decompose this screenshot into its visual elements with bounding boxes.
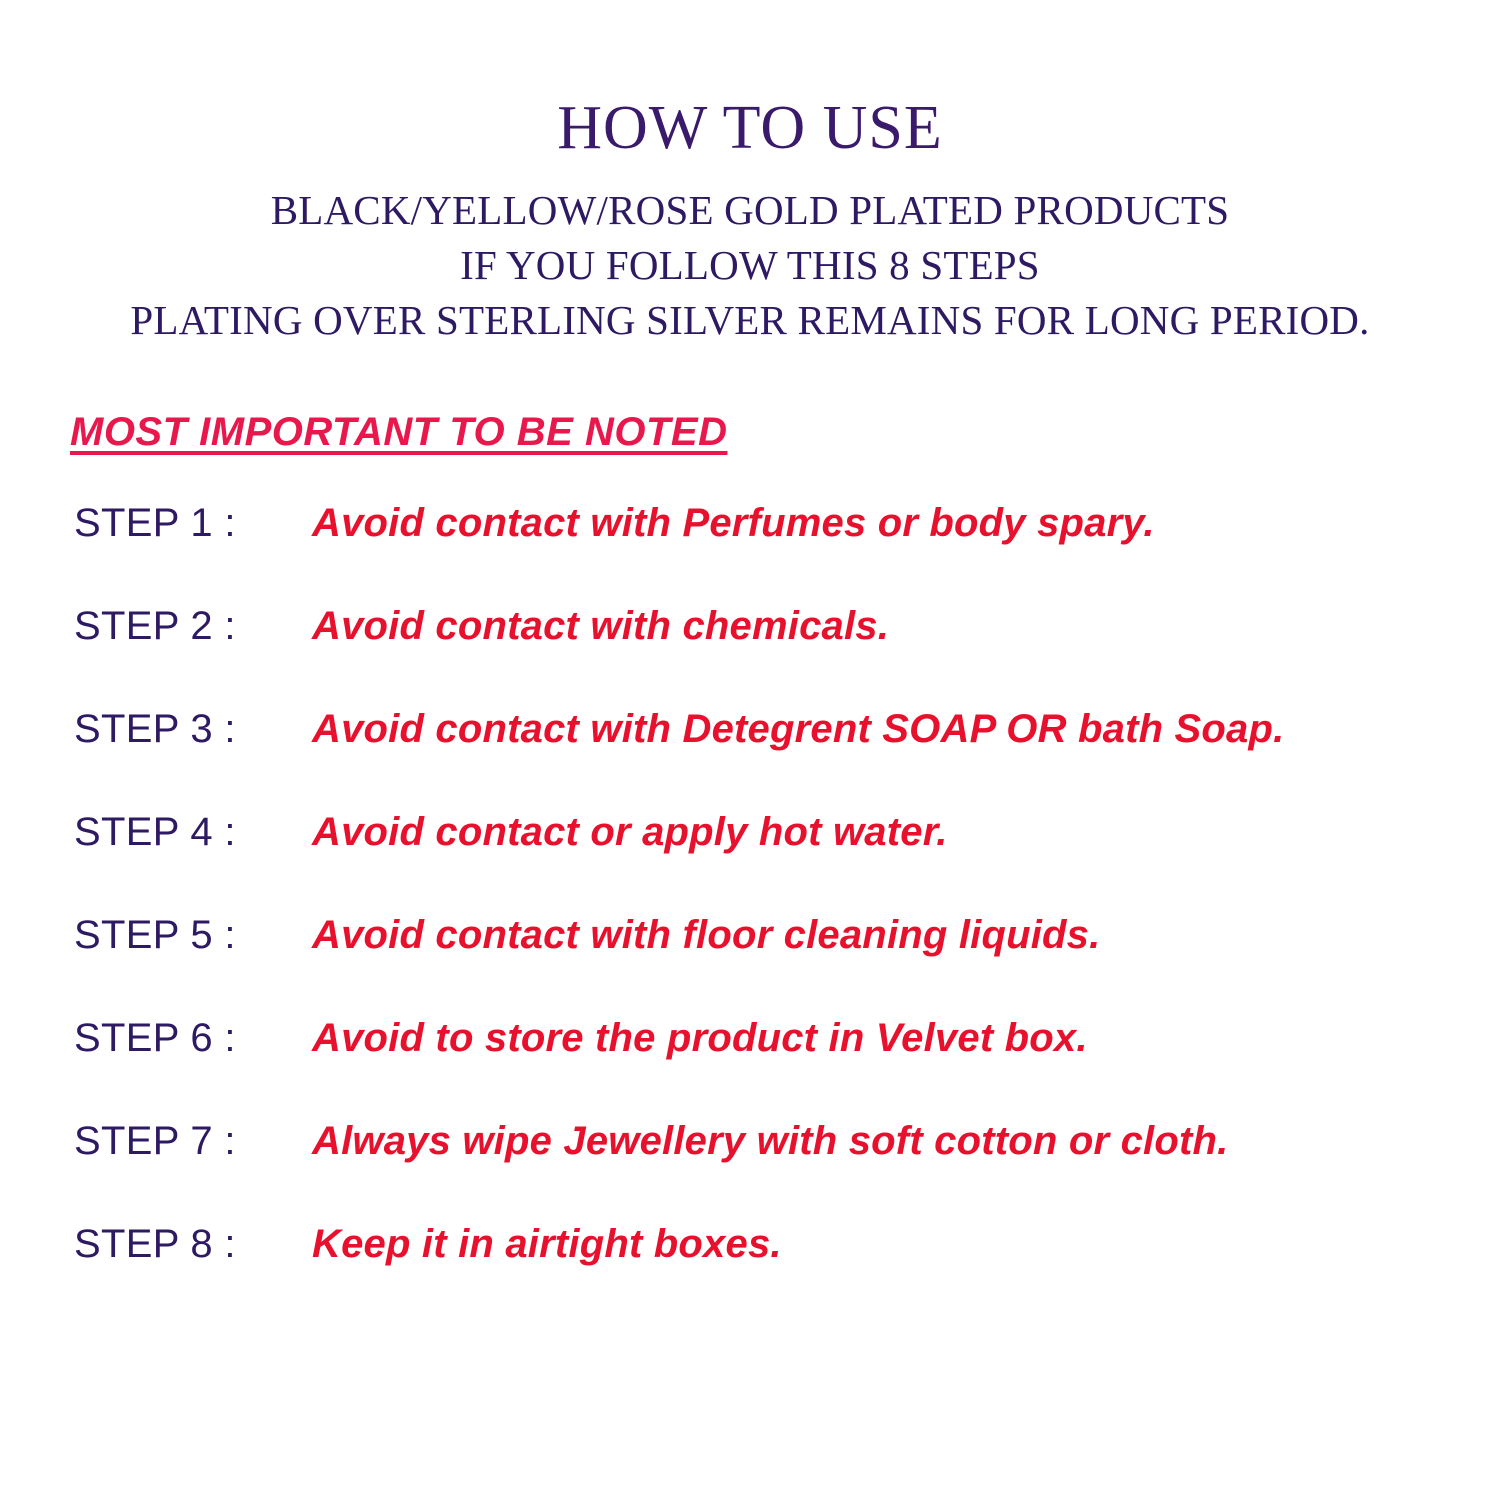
step-text: Always wipe Jewellery with soft cotton or cloth. [312, 1118, 1229, 1163]
subtitle-line-3: PLATING OVER STERLING SILVER REMAINS FOR LONG PERIOD. [130, 296, 1370, 343]
step-label: STEP 8 : [74, 1221, 236, 1266]
note-heading-wrapper [0, 348, 1500, 455]
subtitle-line-2: IF YOU FOLLOW THIS 8 STEPS [460, 242, 1040, 289]
step-label: STEP 3 : [74, 706, 236, 751]
step-label: STEP 6 : [74, 1015, 236, 1060]
list-item [0, 604, 1500, 649]
list-item [0, 1222, 1500, 1267]
step-text: Keep it in airtight boxes. [312, 1221, 782, 1266]
subtitle-line-1: BLACK/YELLOW/ROSE GOLD PLATED PRODUCTS [270, 187, 1230, 234]
steps-list [0, 501, 1500, 1267]
step-text: Avoid contact or apply hot water. [312, 809, 948, 854]
step-text: Avoid to store the product in Velvet box. [312, 1015, 1088, 1060]
step-label: STEP 7 : [74, 1118, 236, 1163]
list-item [0, 707, 1500, 752]
step-label: STEP 4 : [74, 809, 236, 854]
page-subtitle [0, 183, 1500, 348]
step-label: STEP 2 : [74, 603, 236, 648]
list-item [0, 501, 1500, 546]
list-item [0, 913, 1500, 958]
note-heading: MOST IMPORTANT TO BE NOTED [70, 409, 728, 454]
page-header [0, 0, 1500, 348]
list-item [0, 810, 1500, 855]
step-text: Avoid contact with Perfumes or body spary. [312, 500, 1155, 545]
page-title: HOW TO USE [557, 94, 943, 162]
list-item [0, 1119, 1500, 1164]
step-label: STEP 5 : [74, 912, 236, 957]
step-text: Avoid contact with floor cleaning liquids. [312, 912, 1101, 957]
step-text: Avoid contact with chemicals. [312, 603, 890, 648]
list-item [0, 1016, 1500, 1061]
step-label: STEP 1 : [74, 500, 236, 545]
step-text: Avoid contact with Detegrent SOAP OR bath Soap. [312, 706, 1285, 751]
